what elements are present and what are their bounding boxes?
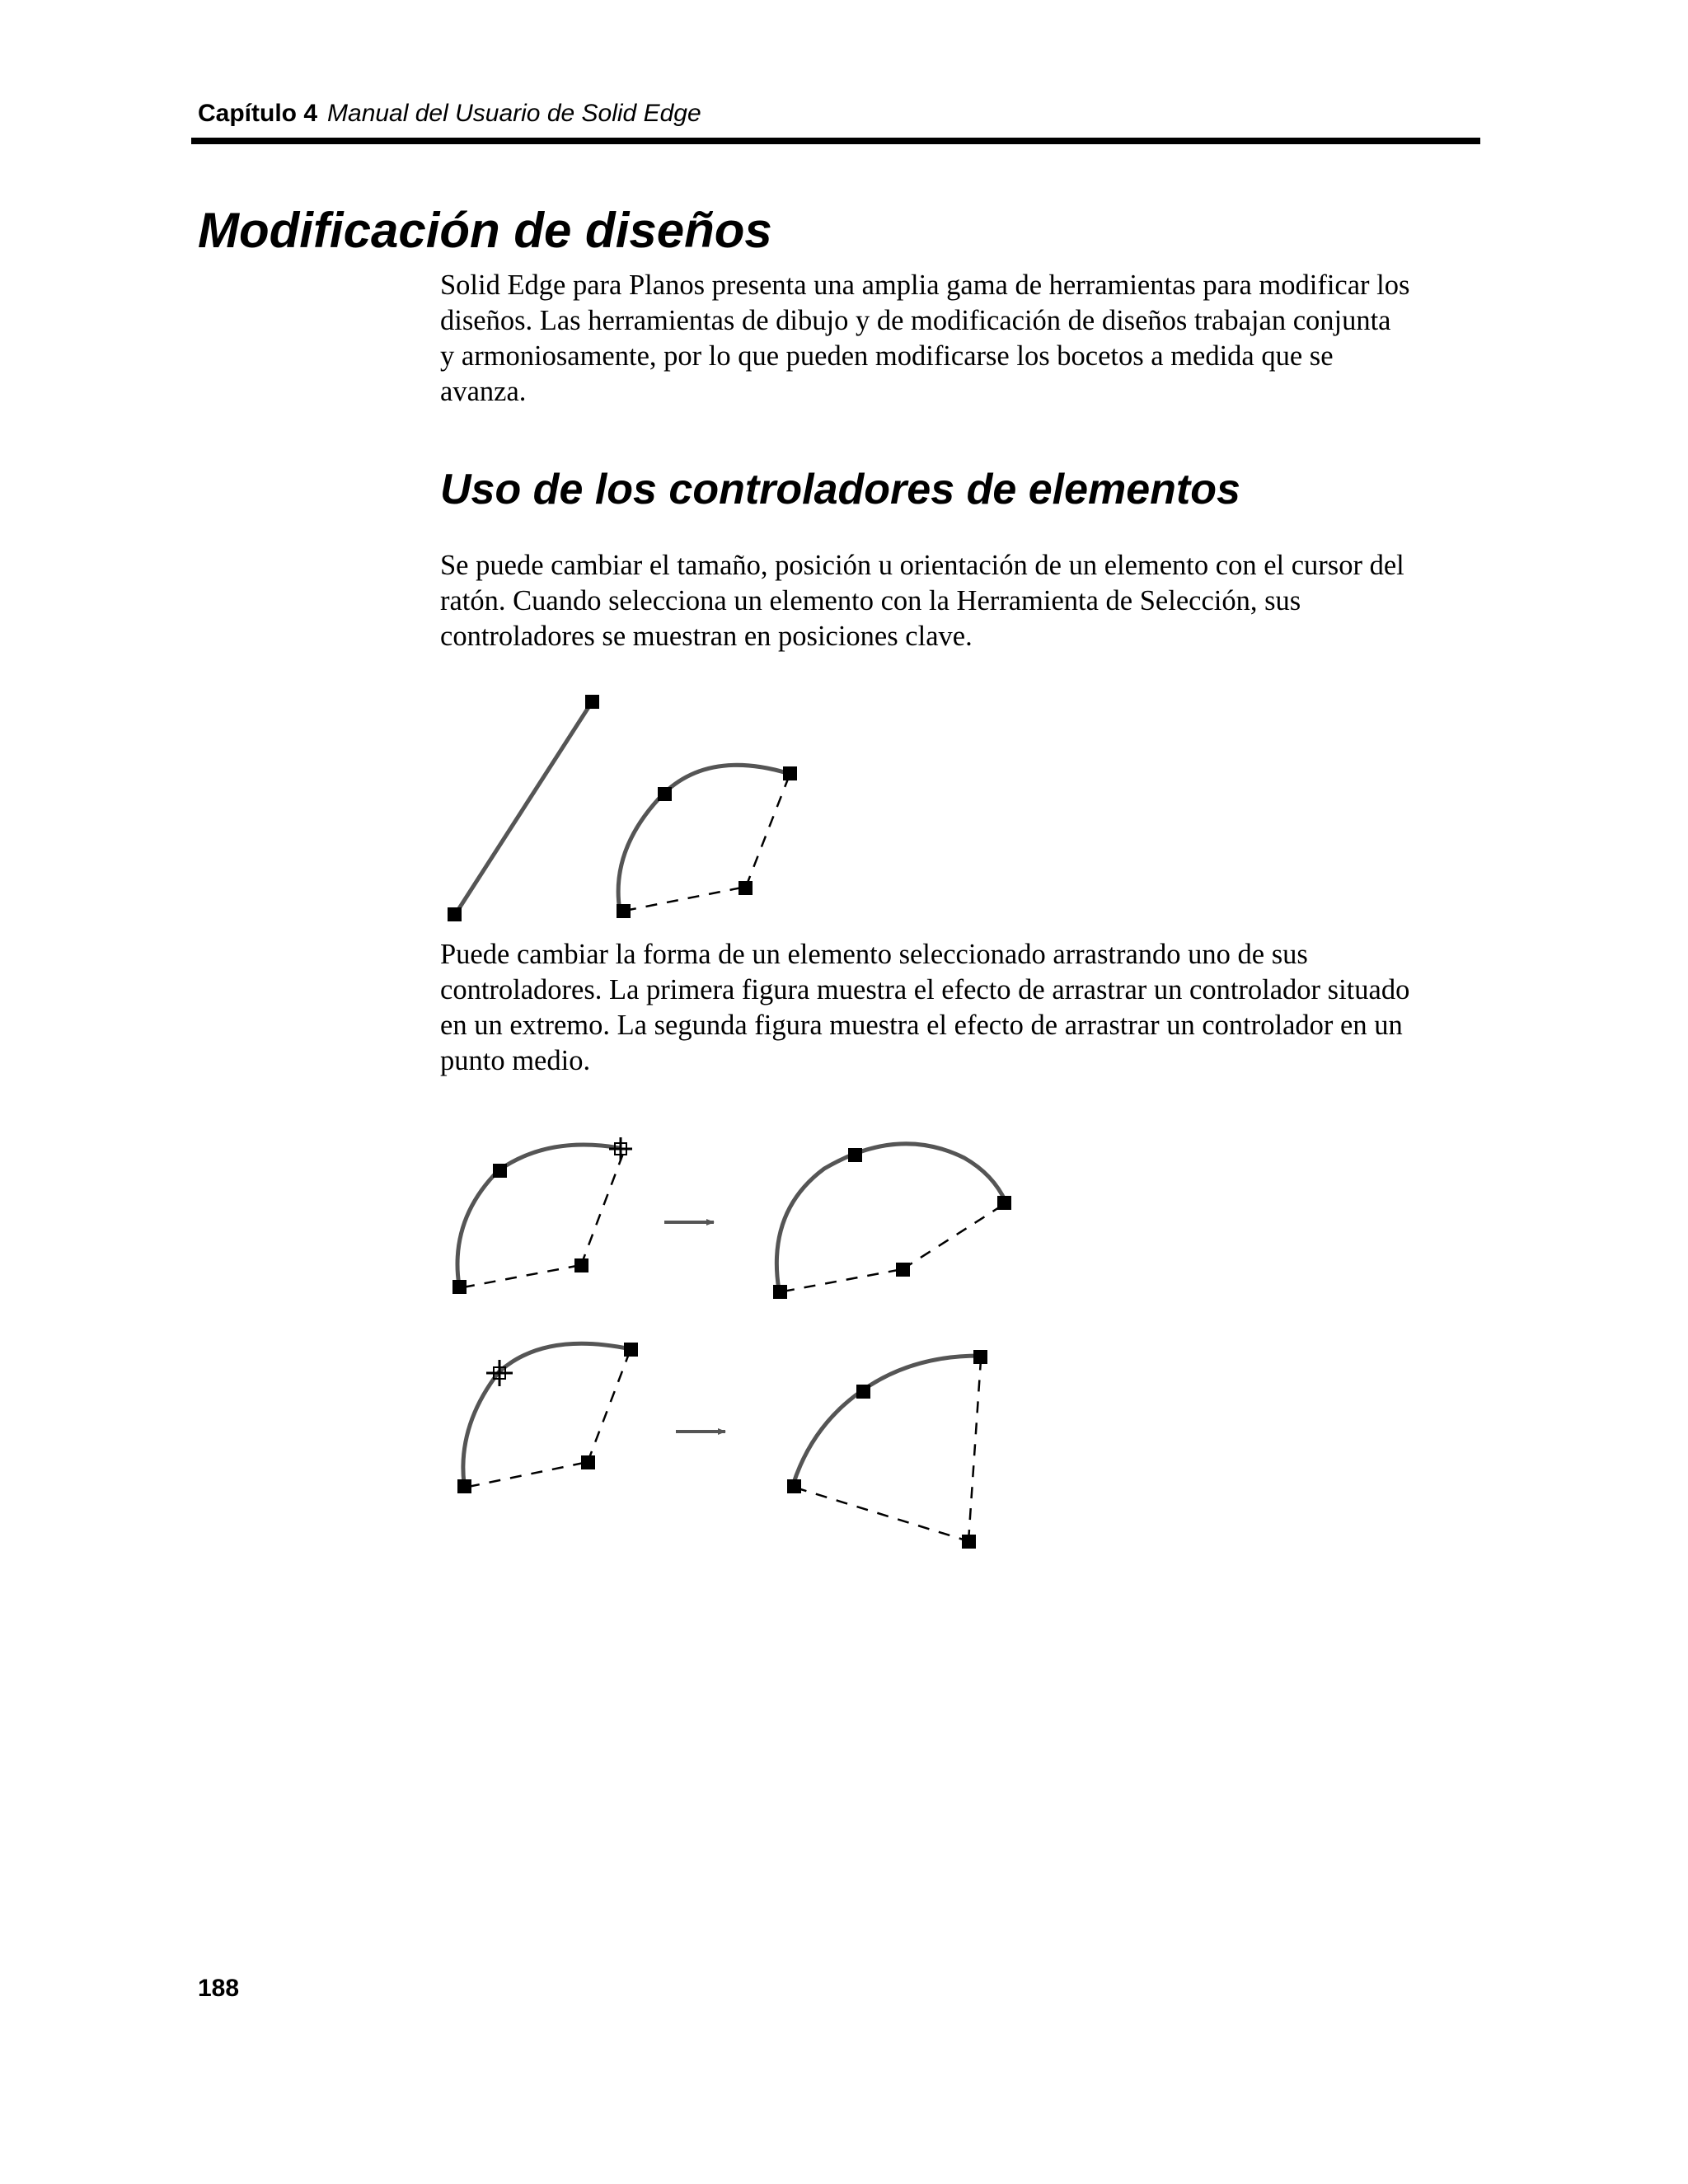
arc-center-handle xyxy=(896,1263,910,1277)
arc-mid-handle xyxy=(493,1164,507,1178)
arc-element xyxy=(457,1145,620,1286)
arc-mid-handle xyxy=(856,1385,870,1399)
arc-center-handle xyxy=(574,1258,588,1272)
arc-center-handle xyxy=(581,1455,595,1469)
arc-construction-line xyxy=(783,1269,903,1291)
drag-midpoint-before xyxy=(457,1343,638,1493)
arc-end-handle xyxy=(773,1285,787,1299)
arc-mid-handle xyxy=(848,1148,862,1162)
drag-midpoint-after xyxy=(787,1350,987,1549)
drag-endpoint-before xyxy=(452,1137,632,1294)
arc-element xyxy=(793,1356,979,1485)
arc-end-handle xyxy=(787,1479,801,1493)
arc-end-handle xyxy=(457,1479,471,1493)
crosshair-cursor-icon xyxy=(609,1137,632,1160)
reshape-line: controladores. La primera figura muestra el efecto de arrastrar un controlador situado xyxy=(440,974,1410,1005)
reshape-line: Puede cambiar la forma de un elemento seleccionado arrastrando uno de sus xyxy=(440,939,1308,970)
section-title: Modificación de diseños xyxy=(198,203,772,258)
arc-construction-line xyxy=(463,1265,581,1287)
arc-mid-handle xyxy=(658,787,672,801)
arc-construction-line xyxy=(968,1360,981,1541)
arc-construction-line xyxy=(625,887,746,911)
arc-end-handle xyxy=(783,766,797,780)
line-element xyxy=(455,702,592,915)
arc-construction-line xyxy=(588,1352,630,1462)
arc-construction-line xyxy=(581,1151,624,1265)
page-number: 188 xyxy=(198,1975,240,2002)
drag-endpoint-after xyxy=(773,1144,1011,1299)
intro-line: diseños. Las herramientas de dibujo y de modificación de diseños trabajan conjunta xyxy=(440,305,1391,336)
arc-element xyxy=(776,1144,1006,1290)
handles-line: ratón. Cuando selecciona un elemento con la Herramienta de Selección, sus xyxy=(440,585,1301,616)
arc-end-handle xyxy=(624,1343,638,1357)
selected-arc-figure xyxy=(617,765,797,918)
arc-end-handle xyxy=(617,904,631,918)
handles-line: Se puede cambiar el tamaño, posición u orientación de un elemento con el cursor del xyxy=(440,550,1404,581)
reshape-line: en un extremo. La segunda figura muestra el efecto de arrastrar un controlador en un xyxy=(440,1010,1403,1041)
line-end-handle xyxy=(448,907,462,921)
arc-element xyxy=(618,765,787,911)
arc-construction-line xyxy=(795,1488,968,1541)
manual-title: Manual del Usuario de Solid Edge xyxy=(327,100,701,127)
arc-end-handle xyxy=(997,1196,1011,1210)
intro-line: y armoniosamente, por lo que pueden modificarse los bocetos a medida que se xyxy=(440,340,1334,372)
line-end-handle xyxy=(585,695,599,709)
reshape-line: punto medio. xyxy=(440,1045,591,1076)
arc-construction-line xyxy=(746,775,790,887)
selected-line-figure xyxy=(448,695,599,921)
arc-construction-line xyxy=(468,1462,588,1487)
arc-end-handle xyxy=(973,1350,987,1364)
arc-end-handle xyxy=(452,1280,467,1294)
arc-construction-line xyxy=(903,1203,1006,1269)
intro-line: Solid Edge para Planos presenta una amplia gama de herramientas para modificar los xyxy=(440,269,1410,301)
arc-center-handle xyxy=(738,881,753,895)
subsection-title: Uso de los controladores de elementos xyxy=(440,466,1240,513)
intro-line: avanza. xyxy=(440,376,527,407)
chapter-label: Capítulo 4 xyxy=(198,100,318,127)
handles-line: controladores se muestran en posiciones clave. xyxy=(440,621,973,652)
arc-center-handle xyxy=(962,1535,976,1549)
